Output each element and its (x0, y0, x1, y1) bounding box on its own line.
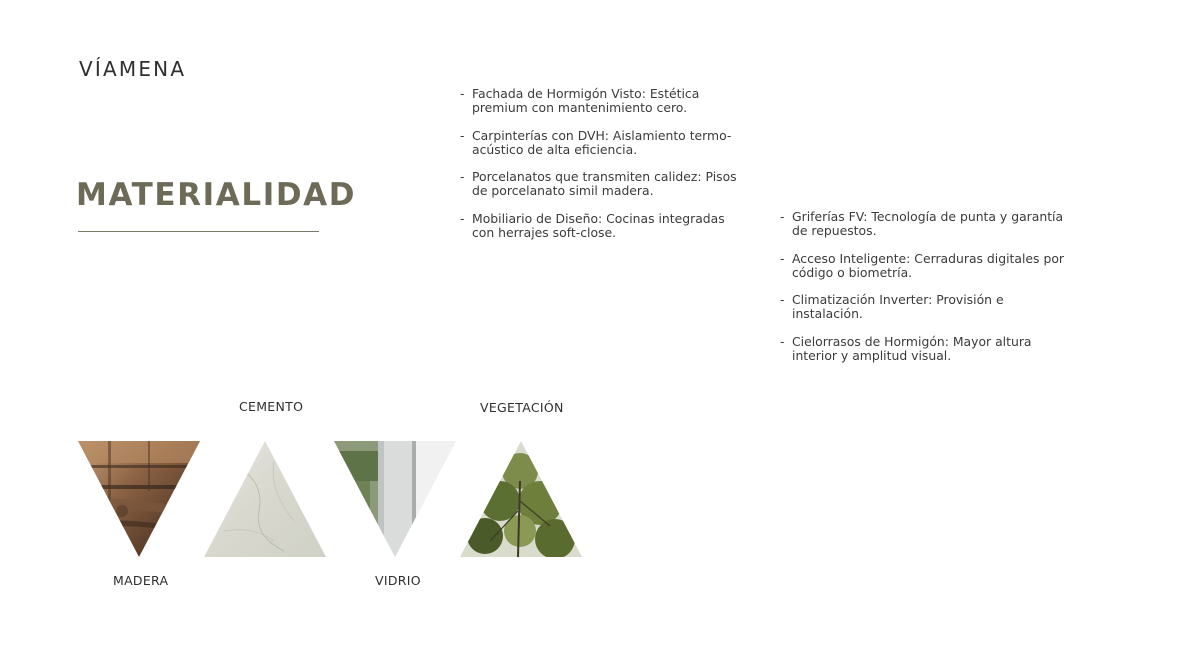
logo-a-mark: A (102, 57, 119, 81)
feature-text: Mobiliario de Diseño: Cocinas integradas con herrajes soft-close. (472, 210, 725, 240)
brand-logo (79, 57, 186, 81)
list-item (460, 87, 750, 115)
feature-text: Griferías FV: Tecnología de punta y garantía de repuestos. (792, 209, 1064, 238)
vegetacion-swatch (460, 441, 582, 557)
bullet-dash: - (460, 169, 465, 184)
list-item (780, 335, 1070, 363)
page-title: MATERIALIDAD (76, 177, 357, 213)
list-item (460, 212, 750, 240)
logo-text-right: MENA (118, 57, 187, 81)
material-label-vegetacion: VEGETACIÓN (480, 400, 564, 415)
logo-text-left: VÍ (79, 57, 103, 81)
feature-text: Carpinterías con DVH: Aislamiento termo-acústico de alta eficiencia. (472, 127, 732, 157)
feature-text: Porcelanatos que transmiten calidez: Pisos de porcelanato simil madera. (472, 169, 737, 198)
material-label-vidrio: VIDRIO (375, 573, 421, 588)
bullet-dash: - (780, 333, 785, 349)
bullet-dash: - (780, 292, 785, 307)
list-item (780, 252, 1070, 280)
list-item (460, 170, 750, 198)
feature-text: Acceso Inteligente: Cerraduras digitales por código o biometría. (792, 250, 1064, 280)
bullet-dash: - (780, 209, 785, 224)
cemento-swatch (204, 441, 326, 557)
title-underline (78, 231, 319, 232)
bullet-dash: - (460, 86, 465, 101)
feature-text: Cielorrasos de Hormigón: Mayor altura interior y amplitud visual. (792, 333, 1032, 363)
list-item (460, 129, 750, 157)
material-label-madera: MADERA (113, 573, 169, 588)
material-label-cemento: CEMENTO (239, 399, 304, 414)
vidrio-swatch (334, 441, 456, 557)
bullet-dash: - (780, 250, 785, 266)
features-list-right (780, 210, 1070, 376)
feature-text: Fachada de Hormigón Visto: Estética premium con mantenimiento cero. (472, 86, 700, 115)
feature-text: Climatización Inverter: Provisión e instalación. (792, 292, 1004, 321)
features-list-left (460, 87, 750, 253)
bullet-dash: - (460, 210, 465, 226)
list-item (780, 210, 1070, 238)
bullet-dash: - (460, 127, 465, 143)
madera-swatch (78, 441, 200, 557)
list-item (780, 293, 1070, 321)
